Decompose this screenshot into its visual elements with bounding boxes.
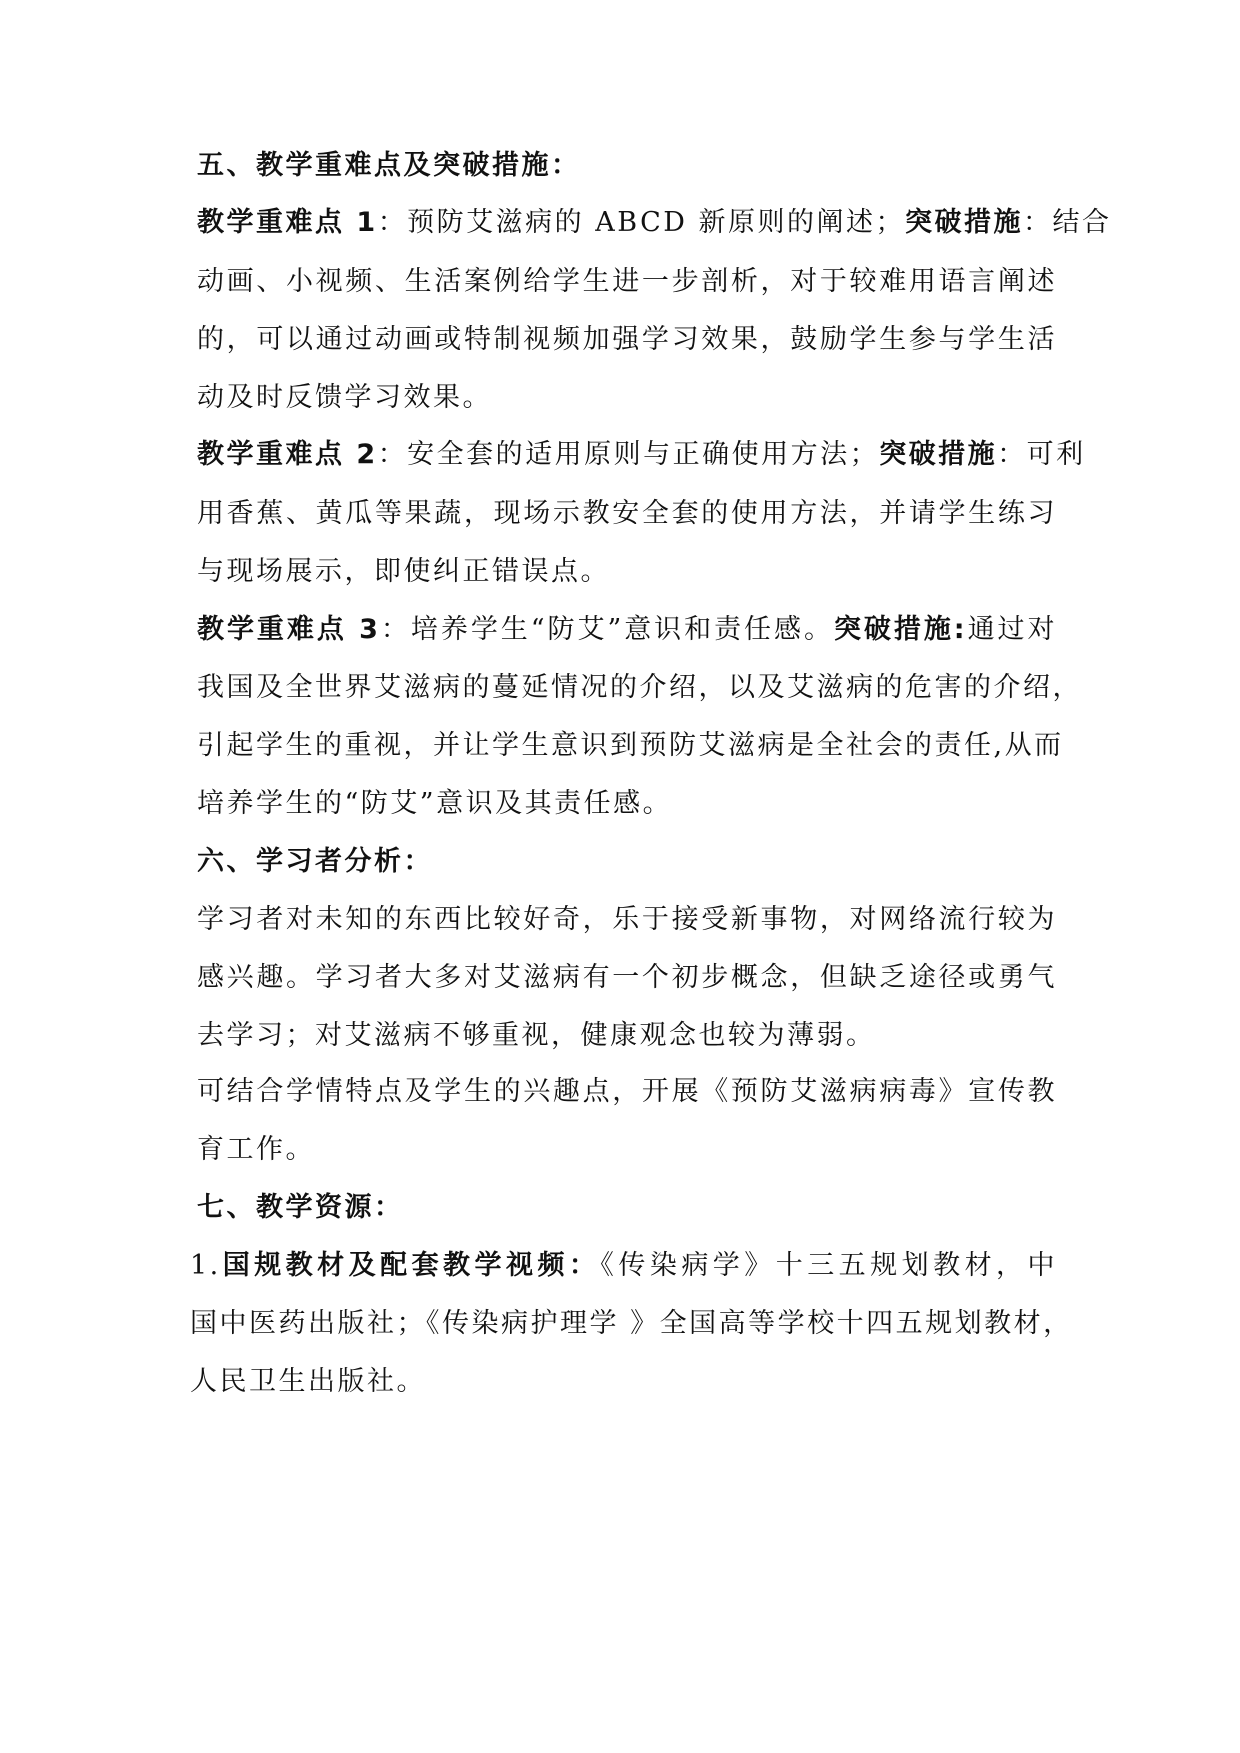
point-2-line-3: 与现场展示，即使纠正错误点。 bbox=[197, 556, 610, 587]
point-1-measure-label: 突破措施 bbox=[905, 207, 1023, 238]
learner-line-3: 去学习；对艾滋病不够重视，健康观念也较为薄弱。 bbox=[197, 1020, 876, 1051]
point-2-measure-label: 突破措施 bbox=[879, 439, 998, 470]
resource-1-first-line bbox=[190, 1248, 1057, 1284]
learner-line-5: 育工作。 bbox=[197, 1134, 315, 1165]
point-1-label: 教学重难点 1 bbox=[197, 207, 378, 238]
section-6-title: 六、学习者分析： bbox=[197, 846, 433, 877]
point-1-line-4: 动及时反馈学习效果。 bbox=[197, 382, 492, 413]
point-3-line-2: 我国及全世界艾滋病的蔓延情况的介绍，以及艾滋病的危害的介绍， bbox=[197, 672, 1082, 703]
learner-line-2: 感兴趣。学习者大多对艾滋病有一个初步概念，但缺乏途径或勇气 bbox=[197, 962, 1057, 993]
section-7-title: 七、教学资源： bbox=[197, 1192, 404, 1223]
point-3-line-4: 培养学生的“防艾”意识及其责任感。 bbox=[197, 788, 673, 819]
resource-1-line-3: 人民卫生出版社。 bbox=[190, 1366, 426, 1397]
resource-1-label: 国规教材及配套教学视频： bbox=[220, 1250, 601, 1281]
resource-1-number: 1. bbox=[190, 1250, 221, 1281]
point-1-line-2: 动画、小视频、生活案例给学生进一步剖析，对于较难用语言阐述 bbox=[197, 266, 1057, 297]
point-2-first-line bbox=[197, 437, 1086, 473]
point-3-label: 教学重难点 3 bbox=[197, 614, 381, 645]
point-3-measure-text: 通过对 bbox=[967, 614, 1057, 645]
point-1-first-line bbox=[197, 205, 1112, 241]
point-2-label: 教学重难点 2 bbox=[197, 439, 378, 470]
point-3-line-3: 引起学生的重视，并让学生意识到预防艾滋病是全社会的责任,从而 bbox=[197, 730, 1064, 761]
point-1-line-3: 的，可以通过动画或特制视频加强学习效果，鼓励学生参与学生活 bbox=[197, 324, 1057, 355]
point-3-text: ：培养学生“防艾”意识和责任感。 bbox=[380, 614, 834, 645]
point-1-text: ：预防艾滋病的 ABCD 新原则的阐述； bbox=[377, 207, 905, 238]
point-2-measure-text: ：可利 bbox=[997, 439, 1086, 470]
resource-1-line-2: 国中医药出版社；《传染病护理学 》全国高等学校十四五规划教材， bbox=[190, 1308, 1073, 1339]
section-5-title: 五、教学重难点及突破措施： bbox=[197, 150, 581, 181]
resource-1-text: 《传染病学》十三五规划教材，中 bbox=[600, 1250, 1058, 1281]
point-2-text: ：安全套的适用原则与正确使用方法； bbox=[377, 439, 880, 470]
point-3-first-line bbox=[197, 612, 1057, 648]
point-1-measure-text: ：结合 bbox=[1023, 207, 1112, 238]
learner-line-1: 学习者对未知的东西比较好奇，乐于接受新事物，对网络流行较为 bbox=[197, 904, 1057, 935]
learner-line-4: 可结合学情特点及学生的兴趣点，开展《预防艾滋病病毒》宣传教 bbox=[197, 1076, 1057, 1107]
point-2-line-2: 用香蕉、黄瓜等果蔬，现场示教安全套的使用方法，并请学生练习 bbox=[197, 498, 1057, 529]
point-3-measure-label: 突破措施: bbox=[833, 614, 968, 645]
